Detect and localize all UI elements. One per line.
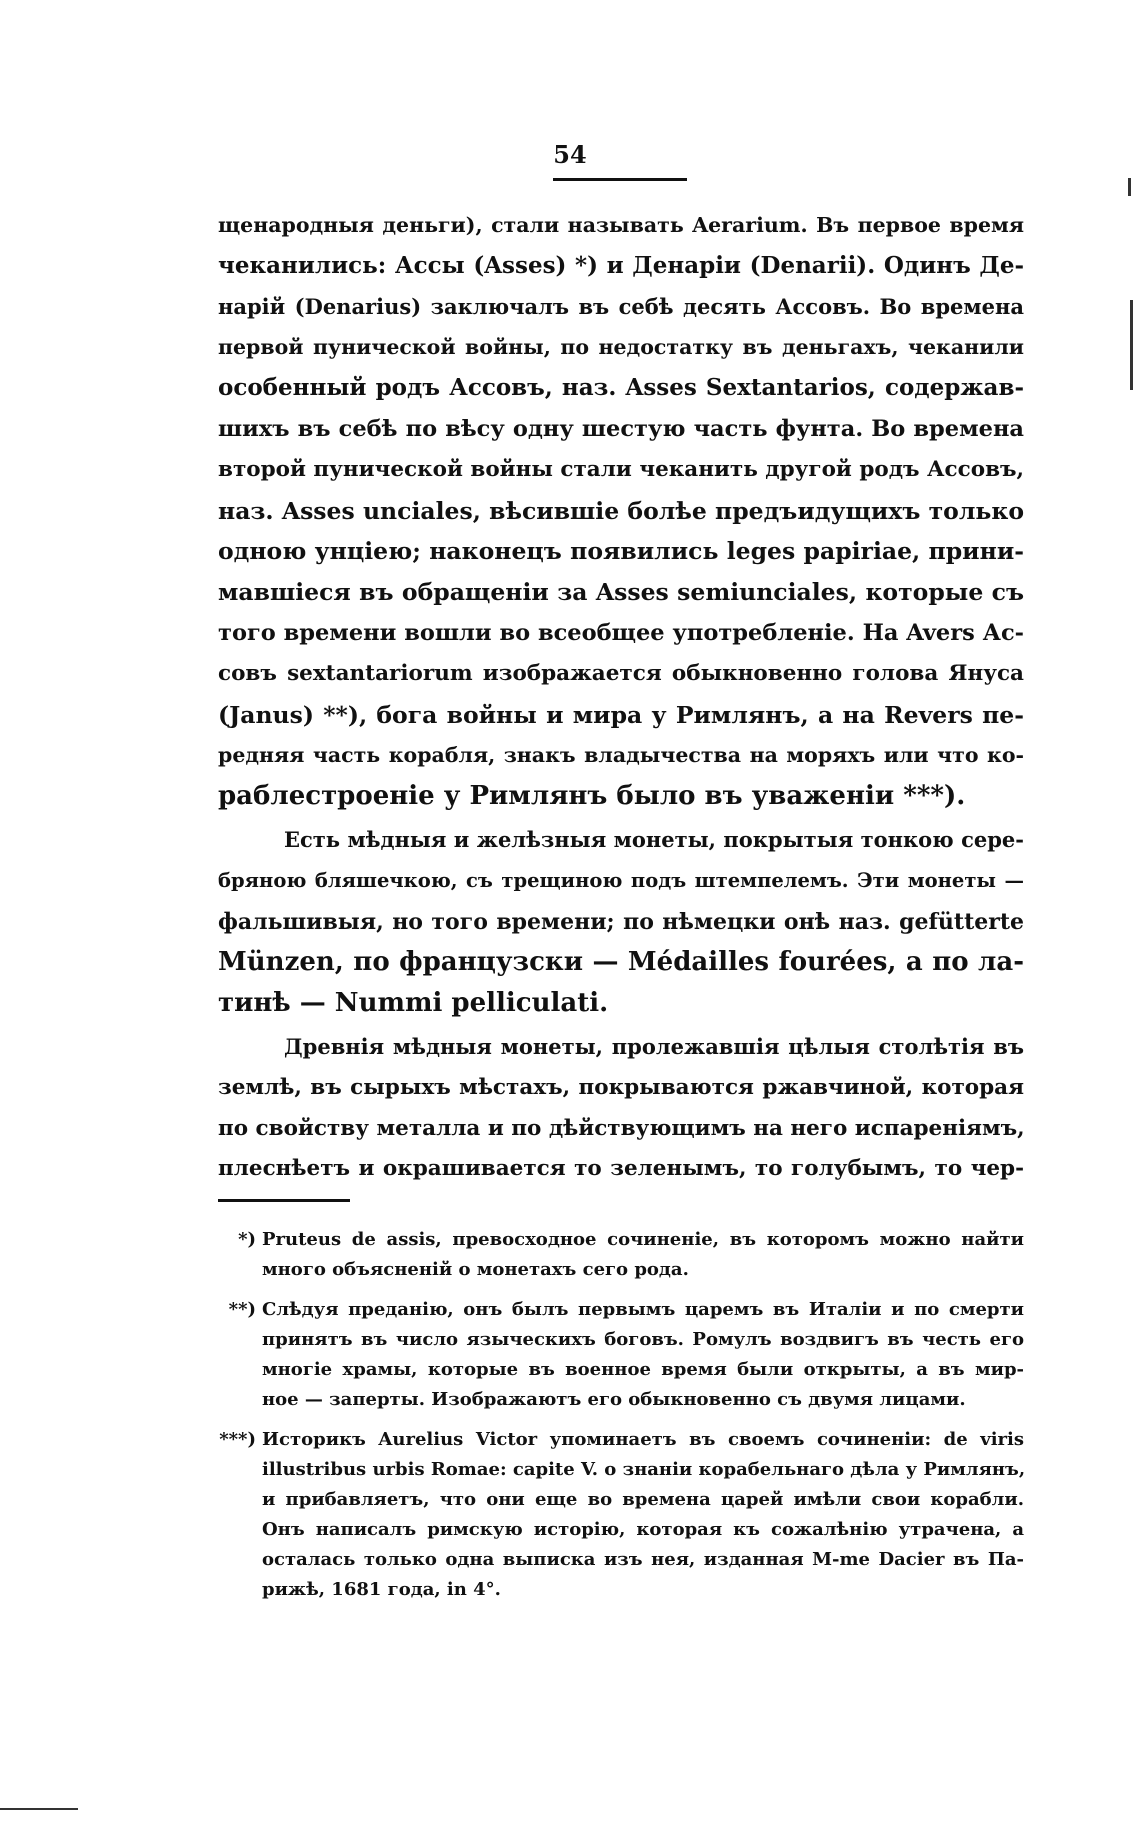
- footnote-text: Pruteus de assis, превосходное сочиненіе, въ которомъ можно найти: [262, 1229, 1024, 1250]
- footnote-3-line: Онъ написалъ римскую исторію, которая къ сожалѣнію утрачена, а: [262, 1519, 1024, 1540]
- body-line: одною унціею; наконецъ появились leges papiriae, прини-: [218, 537, 1024, 566]
- body-line: редняя часть корабля, знакъ владычества на моряхъ или что ко-: [218, 743, 1024, 768]
- corner-mark: [0, 1808, 78, 1810]
- footnote-3-line: и прибавляетъ, что они еще во времена царей имѣли свои корабли.: [262, 1489, 1024, 1510]
- body-line: нарій (Denarius) заключалъ въ себѣ десять Ассовъ. Во времена: [218, 293, 1024, 319]
- body-line: (Janus) **), бога войны и мира у Римлянъ, а на Revers пе-: [218, 700, 1024, 729]
- body-line: раблестроеніе у Римлянъ было въ уваженіи ***).: [218, 781, 966, 812]
- body-line: щенародныя деньги), стали называть Aerarium. Въ первое время: [218, 213, 1024, 237]
- body-line: Münzen, по французски — Médailles fourées, а по ла-: [218, 947, 1024, 978]
- footnote-3-line: illustribus urbis Romae: capite V. о знаніи корабельнаго дѣла у Римлянъ,: [262, 1459, 1026, 1480]
- page-number: 54: [553, 140, 587, 169]
- body-line: Древнія мѣдныя монеты, пролежавшія цѣлыя столѣтія въ: [284, 1033, 1024, 1059]
- footnote-marker: ***): [219, 1429, 256, 1450]
- body-line: бряною бляшечкою, съ трещиною подъ штемпелемъ. Эти монеты —: [218, 868, 1024, 892]
- footnote-2-line: многіе храмы, которые въ военное время были открыты, а въ мир-: [262, 1359, 1024, 1380]
- footnote-rule: [218, 1199, 350, 1202]
- footnote-3-line: осталась только одна выписка изъ нея, изданная M-me Dacier въ Па-: [262, 1549, 1024, 1570]
- body-line: совъ sextantariorum изображается обыкновенно голова Януса: [218, 660, 1024, 686]
- body-line: наз. Asses unciales, вѣсившіе болѣе предъидущихъ только: [218, 496, 1024, 525]
- footnote-text: Слѣдуя преданію, онъ былъ первымъ царемъ въ Италіи и по смерти: [262, 1299, 1024, 1320]
- body-line: особенный родъ Ассовъ, наз. Asses Sextantarios, содержав-: [218, 374, 1024, 402]
- body-line: того времени вошли во всеобщее употребленіе. На Avers Ас-: [218, 619, 1024, 646]
- body-line: по свойству металла и по дѣйствующимъ на него испареніямъ,: [218, 1115, 1025, 1141]
- body-line: чеканились: Ассы (Asses) *) и Денаріи (Denarii). Одинъ Де-: [218, 251, 1024, 279]
- footnote-marker: *): [238, 1229, 256, 1250]
- footnote-2-line: ное — заперты. Изображаютъ его обыкновенно съ двумя лицами.: [262, 1389, 966, 1410]
- body-text: [218, 205, 1024, 1190]
- footnote-marker: **): [228, 1299, 256, 1320]
- page-number-rule: [553, 178, 687, 181]
- footnotes: [219, 1225, 1026, 1605]
- footnote-1-line: много объясненій о монетахъ сего рода.: [262, 1259, 689, 1280]
- footnote-2-line: принятъ въ число языческихъ боговъ. Ромулъ воздвигъ въ честь его: [262, 1329, 1024, 1350]
- body-line: Есть мѣдныя и желѣзныя монеты, покрытыя тонкою сере-: [284, 826, 1024, 852]
- footnote-3-line: [219, 1425, 1024, 1455]
- footnote-gap: [262, 1285, 1024, 1295]
- body-line: второй пунической войны стали чеканить другой родъ Ассовъ,: [218, 456, 1024, 482]
- body-line: землѣ, въ сырыхъ мѣстахъ, покрываются ржавчиной, которая: [218, 1074, 1024, 1100]
- footnote-2-line: [228, 1295, 1024, 1325]
- footnote-1-line: [238, 1225, 1024, 1255]
- margin-mark: [1128, 178, 1131, 196]
- body-line: шихъ въ себѣ по вѣсу одну шестую часть фунта. Во времена: [218, 415, 1024, 442]
- body-line: плеснѣетъ и окрашивается то зеленымъ, то голубымъ, то чер-: [218, 1156, 1024, 1182]
- body-line: первой пунической войны, по недостатку въ деньгахъ, чеканили: [218, 335, 1024, 360]
- body-line: фальшивыя, но того времени; по нѣмецки онѣ наз. gefütterte: [218, 908, 1024, 935]
- body-line: мавшіеся въ обращеніи за Asses semiunciales, которые съ: [218, 578, 1024, 607]
- footnote-text: Историкъ Aurelius Victor упоминаетъ въ своемъ сочиненіи: de viris: [262, 1429, 1024, 1450]
- footnote-3-line: рижѣ, 1681 года, in 4°.: [262, 1579, 501, 1600]
- footnote-gap: [262, 1415, 1024, 1425]
- body-line: тинѣ — Nummi pelliculati.: [218, 988, 609, 1019]
- margin-mark: [1130, 300, 1133, 390]
